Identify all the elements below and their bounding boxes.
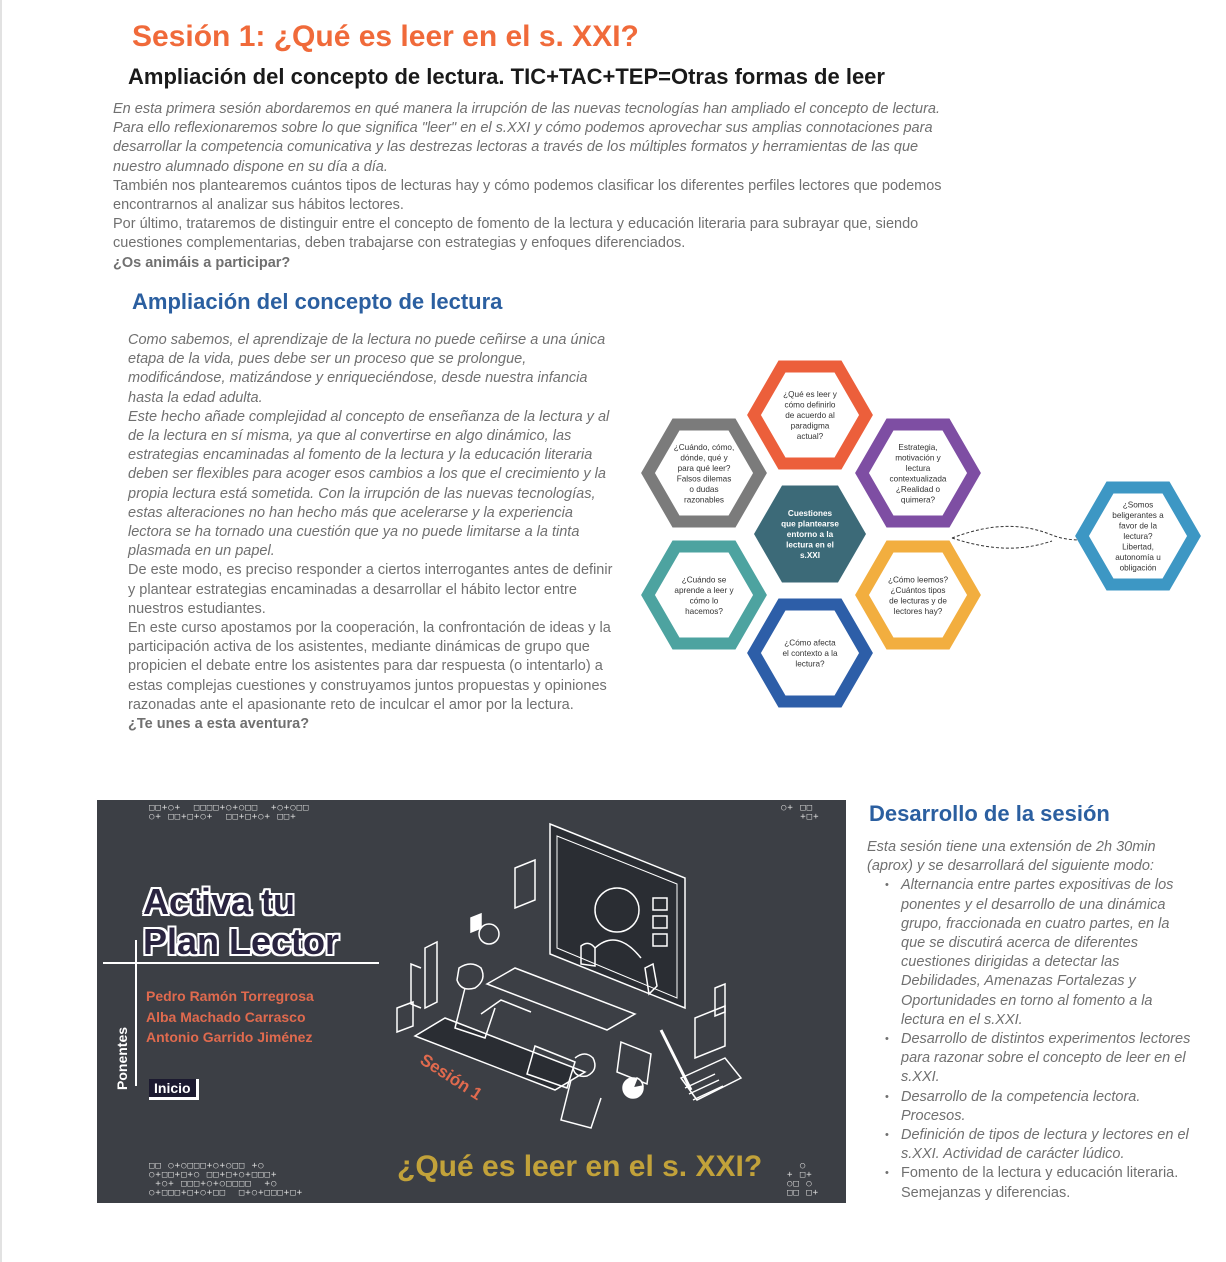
concept-paragraph: Este hecho añade complejidad al concepto de enseñanza de la lectura y al de la lectura en sí misma, ya que al convertirse en algo dinámico, las estrategias encaminadas al fomento de la lectura y la educación literaria deben ser flexibles para acoger esos cambios a los que el crecimiento y la propia lectura está sometida. Con la irrupción de las nuevas tecnologías, estas alteraciones no han hecho más que acelerarse y la experiencia lectora se ha tornado una cuestión que ya no puede limitarse a la tinta plasmada en un papel. bbox=[128, 408, 610, 560]
hexagon-label: aprende a leer y bbox=[674, 585, 734, 595]
hexagon-lower-right bbox=[862, 547, 974, 644]
hexagon-label: ¿Cuándo, cómo, bbox=[673, 442, 735, 452]
speaker-name: Alba Machado Carrasco bbox=[146, 1008, 306, 1025]
hexagon-label: o dudas bbox=[689, 484, 719, 494]
hexagon-label: ¿Qué es leer y bbox=[783, 390, 837, 399]
decorative-dots: ○ + □+ ○□ ○ □□ □+ bbox=[787, 1161, 820, 1198]
speaker-list bbox=[146, 986, 314, 1048]
dashed-arrow-curve bbox=[952, 538, 1052, 548]
speaker-name: Pedro Ramón Torregrosa bbox=[146, 988, 314, 1004]
hexagon-lower-left bbox=[648, 547, 760, 644]
hexagon-label: cómo lo bbox=[689, 596, 719, 606]
hexagon-label: Cuestiones bbox=[787, 509, 833, 518]
decorative-dots: □□+○+ □□□□+○+○□□ +○+○□□ ○+ □□+□+○+ □□+□+○+ □□+ bbox=[149, 803, 310, 822]
hexagon-label: ¿Cuándo se bbox=[681, 575, 727, 585]
hexagon-label: dónde, qué y bbox=[680, 453, 728, 463]
session-list-item: • Desarrollo de la competencia lectora. Procesos. bbox=[901, 1088, 1197, 1126]
hexagon-label: ¿Cómo leemos? bbox=[887, 575, 949, 585]
hexagon-label: autonomía u bbox=[1115, 553, 1161, 562]
hexagon-diagram-svg bbox=[632, 355, 1222, 720]
hexagon-label: Falsos dilemas bbox=[676, 474, 732, 484]
session-list bbox=[867, 876, 1197, 1202]
concept-paragraph: Como sabemos, el aprendizaje de la lectura no puede ceñirse a una única etapa de la vida, pues debe ser un proceso que se prolongue, modificándose, matizándose y enriqueciéndose, desde nuestra infancia hasta la edad adulta. bbox=[128, 332, 606, 406]
page-left-border bbox=[0, 0, 2, 1262]
hexagon-label: quimera? bbox=[900, 495, 936, 505]
speaker-name: Antonio Garrido Jiménez bbox=[146, 1029, 313, 1045]
concept-paragraph: En este curso apostamos por la cooperación, la confrontación de ideas y la participación activa de los asistentes, mediante dinámicas de grupo que propicien el debate entre los asistentes para dar respuesta (o intentarlo) a estas complejas cuestiones y construyamos juntos propuestas y opiniones razonadas ante el apasionante reto de inculcar el amor por la lectura. bbox=[128, 620, 611, 713]
hexagon-label: s.XXI bbox=[799, 551, 821, 560]
intro-question: ¿Os animáis a participar? bbox=[113, 254, 291, 271]
presentation-banner[interactable] bbox=[97, 800, 846, 1203]
page-title: Sesión 1: ¿Qué es leer en el s. XXI? bbox=[132, 20, 639, 53]
hexagon-label: ¿Cuántos tipos bbox=[890, 585, 946, 595]
inicio-button[interactable]: Inicio bbox=[149, 1079, 199, 1100]
hexagon-label: Libertad, bbox=[1122, 542, 1154, 552]
hexagon-diagram bbox=[632, 355, 1222, 720]
banner-question: ¿Qué es leer en el s. XXI? bbox=[397, 1150, 763, 1183]
concept-paragraph: De este modo, es preciso responder a ciertos interrogantes antes de definir y plantear estrategias encaminadas a desarrollar el hábito lector entre nuestros estudiantes. bbox=[128, 562, 613, 617]
session-tag: Sesión 1 bbox=[416, 1050, 486, 1105]
hexagon-label: cómo definirlo bbox=[784, 400, 836, 410]
banner-title-line: Plan Lector bbox=[143, 921, 340, 962]
intro-paragraph: También nos plantearemos cuántos tipos de lecturas hay y cómo podemos clasificar los diferentes perfiles lectores que podemos encontrarnos al analizar sus hábitos lectores. bbox=[113, 177, 942, 214]
hexagon-label: entorno a la bbox=[786, 530, 834, 539]
workspace-illustration bbox=[385, 818, 745, 1138]
session-list-item: • Desarrollo de distintos experimentos lectores para razonar sobre el concepto de leer en el s.XXI. bbox=[901, 1030, 1197, 1088]
session-list-item: • Definición de tipos de lectura y lectores en el s.XXI. Actividad de carácter lúdico. bbox=[901, 1126, 1197, 1164]
hexagon-label: lectura en el bbox=[786, 540, 834, 550]
hexagon-label: beligerantes a bbox=[1112, 511, 1164, 520]
decorative-dots: □□ ○+○□□□+○+○□□ +○ ○+□□+□+○ □□+□+○+□□□+ +○+ □□□+○+○□□□□ +○ ○+□□□+□+○+□□ □+○+□□□+□+ bbox=[149, 1161, 304, 1198]
hexagon-label: el contexto a la bbox=[782, 649, 838, 658]
hexagon-label: de lecturas y de bbox=[889, 596, 947, 606]
hexagon-label: lectura? bbox=[795, 659, 825, 669]
session-intro: Esta sesión tiene una extensión de 2h 30min (aprox) y se desarrollará del siguiente modo: bbox=[867, 839, 1156, 875]
decorative-dots: ○+ □□ +□+ bbox=[781, 803, 820, 822]
hexagon-label: lectura? bbox=[1123, 532, 1153, 541]
hexagon-label: actual? bbox=[796, 432, 824, 441]
hexagon-label: obligación bbox=[1119, 563, 1157, 573]
page-subtitle: Ampliación del concepto de lectura. TIC+TAC+TEP=Otras formas de leer bbox=[128, 64, 885, 89]
hexagon-label: lectores hay? bbox=[893, 606, 943, 616]
hexagon-label: favor de la bbox=[1118, 521, 1158, 531]
intro-paragraph: Por último, trataremos de distinguir entre el concepto de fomento de la lectura y educación literaria para subrayar que, siendo cuestiones complementarias, deben trabajarse con estrategias y enfoques diferenciados. bbox=[113, 216, 919, 252]
hexagon-label: hacemos? bbox=[685, 606, 723, 616]
banner-title-line: Activa tu bbox=[143, 881, 296, 922]
concept-heading: Ampliación del concepto de lectura bbox=[132, 289, 503, 314]
session-list-item: • Fomento de la lectura y educación literaria. Semejanzas y diferencias. bbox=[901, 1164, 1197, 1202]
banner-divider-vertical bbox=[135, 940, 137, 1086]
concept-section bbox=[128, 331, 618, 734]
banner-divider bbox=[103, 962, 379, 964]
hexagon-label: motivación y bbox=[895, 453, 941, 463]
concept-question: ¿Te unes a esta aventura? bbox=[128, 716, 310, 733]
hexagon-label: contextualizada bbox=[889, 474, 947, 484]
hexagon-label: para qué leer? bbox=[677, 463, 731, 473]
hexagon-label: que plantearse bbox=[781, 519, 839, 529]
hexagon-label: razonables bbox=[683, 495, 725, 505]
intro-section bbox=[113, 100, 943, 273]
hexagon-label: lectura bbox=[905, 463, 931, 473]
hexagon-label: ¿Somos bbox=[1122, 500, 1154, 510]
session-section bbox=[867, 838, 1197, 1203]
hexagon-label: Estrategia, bbox=[898, 442, 938, 452]
hexagon-label: ¿Realidad o bbox=[895, 484, 941, 494]
hexagon-upper-left bbox=[648, 425, 760, 522]
hexagon-label: de acuerdo al bbox=[785, 411, 835, 420]
hexagon-label: ¿Cómo afecta bbox=[784, 638, 836, 648]
banner-title bbox=[143, 882, 339, 962]
intro-paragraph: En esta primera sesión abordaremos en qué manera la irrupción de las nuevas tecnologías han ampliado el concepto de lectura. Para ello reflexionaremos sobre lo que significa "leer" en el s.XXI y cómo podemos aprovechar sus amplias connotaciones para desarrollar la competencia comunicativa y las destrezas lectoras a través de los múltiples formatos y herramientas de las que nuestro alumnado dispone en su día a día. bbox=[113, 101, 940, 175]
hexagon-label: paradigma bbox=[790, 421, 830, 431]
session-list-item: • Alternancia entre partes expositivas de los ponentes y el desarrollo de una dinámica grupo, fraccionada en cuatro partes, en la que se discutirá acerca de diferentes cuestiones dirigidas a detectar las Debilidades, Amenazas Fortalezas y Oportunidades en torno al fomento a la lectura en el s.XXI. bbox=[901, 876, 1197, 1030]
ponentes-label: Ponentes bbox=[114, 1026, 130, 1090]
session-heading: Desarrollo de la sesión bbox=[869, 801, 1110, 826]
hexagon-upper-right bbox=[862, 425, 974, 522]
